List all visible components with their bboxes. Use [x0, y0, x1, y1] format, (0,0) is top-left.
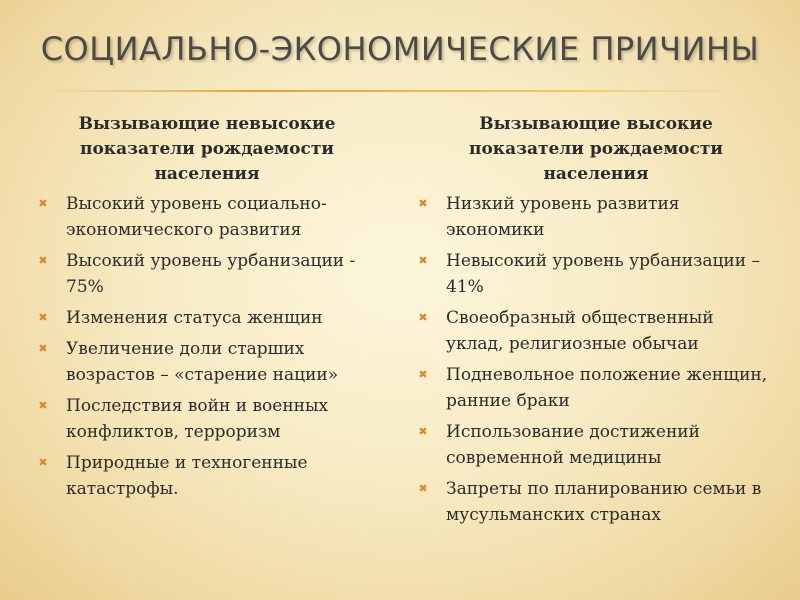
list-item-text: Увеличение доли старших возрастов – «старение нации» [66, 339, 339, 385]
left-column-heading: Вызывающие невысокие показатели рождаемости населения [78, 114, 336, 184]
slide-title: СОЦИАЛЬНО-ЭКОНОМИЧЕСКИЕ ПРИЧИНЫ [40, 30, 760, 68]
list-item [36, 393, 386, 445]
cross-bullet-icon: ✖ [418, 482, 428, 495]
list-item-text: Высокий уровень социально-экономического развития [66, 194, 327, 240]
cross-bullet-icon: ✖ [38, 254, 48, 267]
list-item [36, 305, 386, 331]
list-item [36, 248, 386, 300]
cross-bullet-icon: ✖ [38, 197, 48, 210]
cross-bullet-icon: ✖ [418, 197, 428, 210]
list-item-text: Подневольное положение женщин, ранние браки [446, 365, 768, 411]
cross-bullet-icon: ✖ [38, 311, 48, 324]
list-item [416, 419, 776, 471]
list-item [416, 476, 776, 528]
list-item [36, 450, 386, 502]
list-item-text: Высокий уровень урбанизации - 75% [66, 251, 356, 297]
list-item [416, 305, 776, 357]
list-item [416, 191, 776, 243]
list-item-text: Природные и техногенные катастрофы. [66, 453, 308, 499]
cross-bullet-icon: ✖ [418, 425, 428, 438]
list-item [416, 362, 776, 414]
left-column [36, 112, 386, 507]
cross-bullet-icon: ✖ [38, 399, 48, 412]
cross-bullet-icon: ✖ [38, 456, 48, 469]
cross-bullet-icon: ✖ [38, 342, 48, 355]
list-item-text: Использование достижений современной медицины [446, 422, 700, 468]
list-item-text: Изменения статуса женщин [66, 308, 323, 328]
list-item-text: Низкий уровень развития экономики [446, 194, 680, 240]
cross-bullet-icon: ✖ [418, 368, 428, 381]
cross-bullet-icon: ✖ [418, 254, 428, 267]
list-item [36, 336, 386, 388]
list-item-text: Последствия войн и военных конфликтов, терроризм [66, 396, 329, 442]
list-item-text: Невысокий уровень урбанизации – 41% [446, 251, 760, 297]
list-item [36, 191, 386, 243]
right-bullet-list [416, 191, 776, 528]
list-item [416, 248, 776, 300]
list-item-text: Запреты по планированию семьи в мусульманских странах [446, 479, 762, 525]
right-column-heading: Вызывающие высокие показатели рождаемости населения [469, 114, 723, 184]
title-divider [40, 90, 750, 92]
right-column [416, 112, 776, 533]
list-item-text: Своеобразный общественный уклад, религиозные обычаи [446, 308, 714, 354]
left-bullet-list [36, 191, 386, 502]
cross-bullet-icon: ✖ [418, 311, 428, 324]
